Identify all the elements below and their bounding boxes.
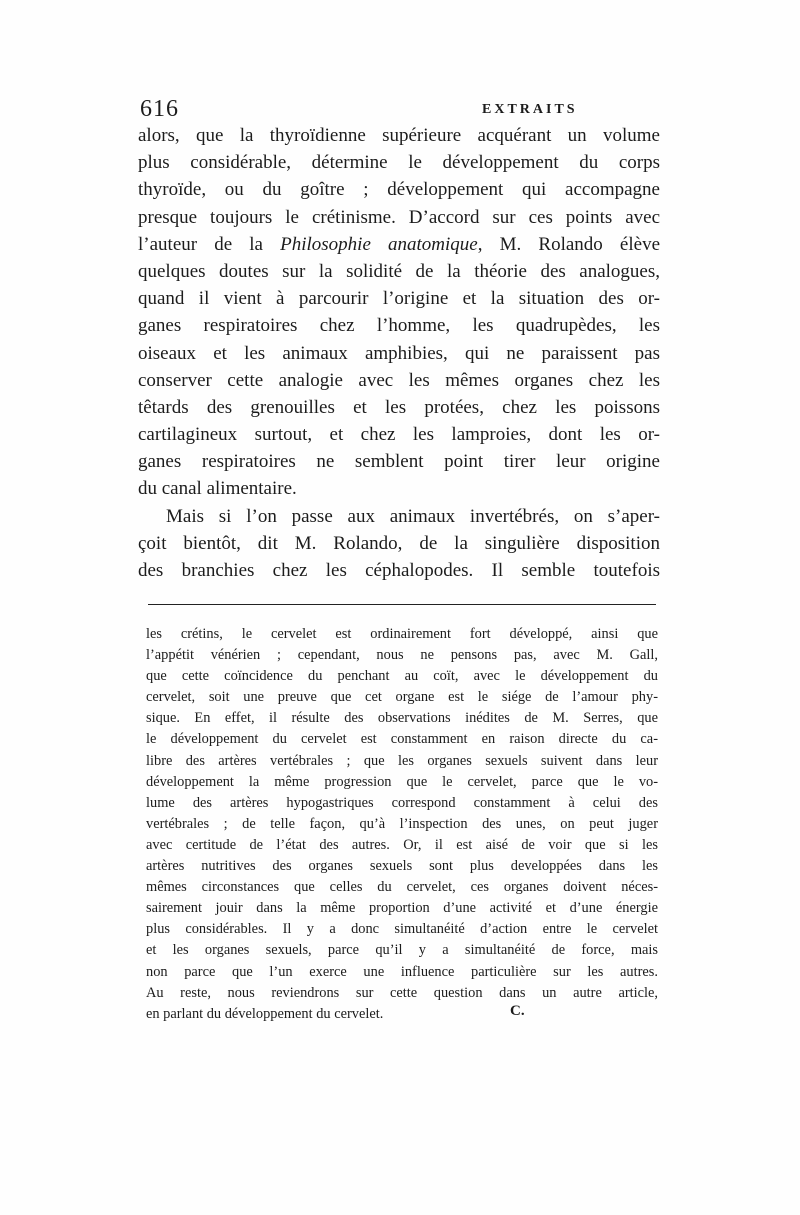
footnote-line: sairement jouir dans la même proportion d’une activité et d’une énergie <box>146 900 658 917</box>
text-line: thyroïde, ou du goître ; développement qui accompagne <box>138 179 660 201</box>
text-line: ganes respiratoires ne semblent point tirer leur origine <box>138 451 660 473</box>
text-line: conserver cette analogie avec les mêmes organes chez les <box>138 369 660 391</box>
footnote-line: que cette coïncidence du penchant au coït, avec le développement du <box>146 668 658 685</box>
text-line: çoit bientôt, dit M. Rolando, de la singulière disposition <box>138 532 660 554</box>
footnote-line: non parce que l’un exerce une influence particulière sur les autres. <box>146 963 658 980</box>
footnote <box>146 624 658 1025</box>
author-initial: C. <box>510 1003 525 1019</box>
footnote-line: développement la même progression que le cervelet, parce que le vo- <box>146 773 658 790</box>
text-line: oiseaux et les animaux amphibies, qui ne paraissent pas <box>138 342 660 364</box>
text-line: quand il vient à parcourir l’origine et la situation des or- <box>138 288 660 310</box>
footnote-line: vertébrales ; de telle façon, qu’à l’inspection des unes, on peut juger <box>146 815 658 832</box>
text-line: plus considérable, détermine le développement du corps <box>138 152 660 174</box>
footnote-divider <box>148 604 656 605</box>
footnote-line: libre des artères vertébrales ; que les organes sexuels suivent dans leur <box>146 752 658 769</box>
text-line: ganes respiratoires chez l’homme, les quadrupèdes, les <box>138 315 660 337</box>
text-line: quelques doutes sur la solidité de la théorie des analogues, <box>138 260 660 282</box>
text-line: Mais si l’on passe aux animaux invertébrés, on s’aper- <box>166 505 660 527</box>
main-text <box>138 122 660 584</box>
text-line: cartilagineux surtout, et chez les lamproies, dont les or- <box>138 424 660 446</box>
page-number: 616 <box>140 96 179 122</box>
text-line: des branchies chez les céphalopodes. Il semble toutefois <box>138 560 660 581</box>
text-line: du canal alimentaire. <box>138 478 297 500</box>
text-line: alors, que la thyroïdienne supérieure acquérant un volume <box>138 125 660 146</box>
footnote-line: lume des artères hypogastriques correspond constamment à celui des <box>146 794 658 811</box>
footnote-line: et les organes sexuels, parce qu’il y a simultanéité de force, mais <box>146 942 658 959</box>
footnote-line: cervelet, soit une preuve que cet organe est le siége de l’amour phy- <box>146 689 658 706</box>
text-line: presque toujours le crétinisme. D’accord sur ces points avec <box>138 206 660 228</box>
running-head: EXTRAITS <box>482 102 578 117</box>
footnote-line: le développement du cervelet est constamment en raison directe du ca- <box>146 731 658 748</box>
footnote-line: Au reste, nous reviendrons sur cette question dans un autre article, <box>146 984 658 1001</box>
text-fragment: , M. Rolando élève <box>477 233 661 255</box>
footnote-line: l’appétit vénérien ; cependant, nous ne pensons pas, avec M. Gall, <box>146 647 658 664</box>
text-line: têtards des grenouilles et les protées, chez les poissons <box>138 396 660 418</box>
footnote-line: sique. En effet, il résulte des observations inédites de M. Serres, que <box>146 710 658 727</box>
footnote-line: avec certitude de l’état des autres. Or, il est aisé de voir que si les <box>146 836 658 853</box>
text-fragment: l’auteur de la <box>138 233 281 255</box>
footnote-line: artères nutritives des organes sexuels sont plus developpées dans les <box>146 858 658 875</box>
footnote-line: en parlant du développement du cervelet. <box>146 1005 384 1022</box>
book-title: Philosophie anatomique <box>280 233 478 255</box>
footnote-line: les crétins, le cervelet est ordinairement fort développé, ainsi que <box>146 626 658 642</box>
text-line <box>138 231 660 258</box>
footnote-line: plus considérables. Il y a donc simultanéité d’action entre le cervelet <box>146 921 658 938</box>
footnote-line: mêmes circonstances que celles du cervelet, ces organes doivent néces- <box>146 879 658 896</box>
